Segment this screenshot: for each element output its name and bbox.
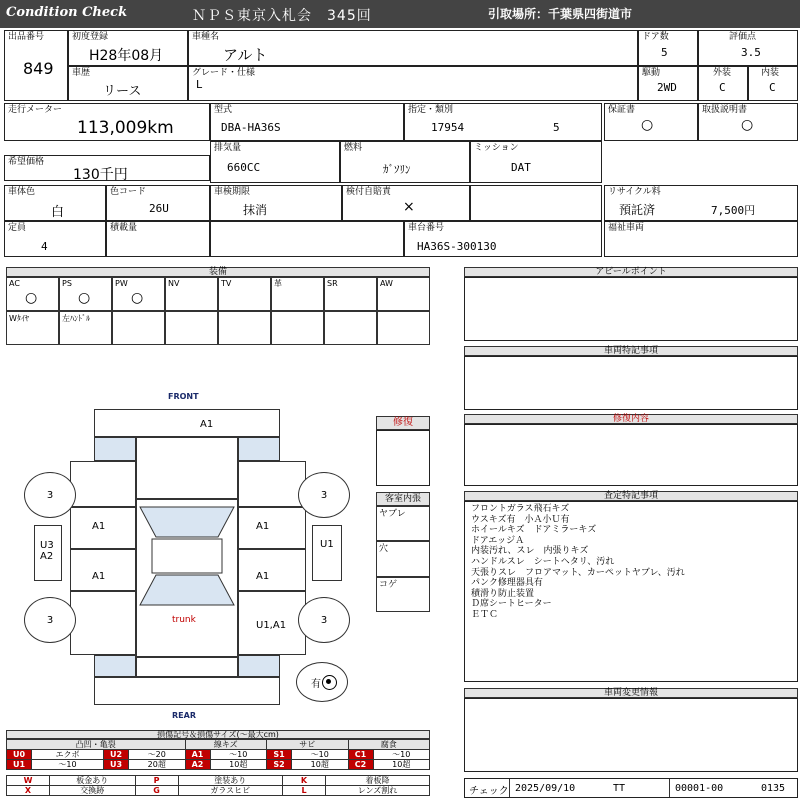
inspection-line: 内装汚れ、スレ 内張りキズ	[471, 546, 589, 557]
equip-label: 革	[274, 279, 282, 288]
score-value: 3.5	[741, 46, 761, 59]
legend-code: U0	[7, 750, 32, 760]
mission-label: ミッション	[474, 143, 519, 153]
displacement-label: 排気量	[214, 143, 242, 153]
left-front-fender	[70, 461, 136, 507]
color-code-box	[106, 185, 210, 221]
equip-mark: ○	[131, 290, 144, 306]
footer-code: 00001-00	[675, 783, 724, 794]
check-date: 2025/09/10	[515, 783, 576, 794]
warranty-box	[604, 103, 698, 141]
body-color-box	[4, 185, 106, 221]
left-front-door-mark: A1	[92, 521, 106, 532]
equip-label: TV	[221, 279, 232, 288]
manual-label: 取扱説明書	[702, 105, 748, 115]
grade-box	[188, 66, 638, 101]
room-item	[376, 541, 430, 576]
right-rear-door-mark: A1	[256, 571, 270, 582]
legend-code: A1	[185, 750, 210, 760]
appeal-title: アピールポイント	[464, 267, 798, 277]
interior-box	[748, 66, 798, 101]
room-item-label: コゲ	[379, 579, 398, 590]
left-mirror-mark: U3 A2	[40, 540, 54, 562]
equip-label: PS	[62, 279, 72, 288]
equip-cell-0	[6, 277, 59, 311]
spare-tire	[296, 662, 348, 702]
inspection-line: フロントガラス飛石キズ	[471, 504, 570, 514]
legend-code: S1	[267, 750, 292, 760]
repair-title: 修復	[376, 416, 430, 430]
equip2-cell-6	[324, 311, 377, 345]
price-value: 130千円	[73, 167, 128, 183]
inspection-line: ハンドルスレ シートヘタリ、汚れ	[471, 557, 615, 567]
legend-code: A2	[185, 760, 210, 770]
legend-desc: 20超	[129, 760, 186, 770]
score-label: 評価点	[729, 32, 757, 42]
insurance-box	[342, 185, 470, 221]
equip-mark: ○	[25, 290, 38, 306]
equipment-grid	[6, 277, 430, 345]
header-condition-check: Condition Check	[6, 5, 128, 20]
legend-desc: 〜10	[373, 750, 430, 760]
price-box	[4, 155, 210, 181]
welfare-label: 福祉車両	[608, 223, 645, 233]
mark-code: K	[283, 776, 326, 786]
legend-code: U3	[104, 760, 129, 770]
room-item-label: 穴	[379, 544, 389, 555]
body-color-label: 車体色	[8, 187, 36, 197]
load-box	[106, 221, 210, 257]
windshield-roof	[136, 499, 238, 657]
legend-group: 腐食	[348, 740, 430, 750]
footer-box	[464, 778, 798, 798]
interior-value: C	[769, 81, 776, 94]
room-item	[376, 577, 430, 612]
equip-cell-3	[165, 277, 218, 311]
exterior-box	[698, 66, 748, 101]
equip2-cell-3	[165, 311, 218, 345]
fuel-label: 燃料	[344, 143, 363, 153]
legend-desc: エクボ	[32, 750, 104, 760]
seats-box	[4, 221, 106, 257]
rear-panel	[136, 657, 238, 677]
exterior-label: 外装	[713, 68, 732, 78]
manual-box	[698, 103, 798, 141]
special-notes-box	[464, 356, 798, 410]
welfare-box	[604, 221, 798, 257]
inspection-expiry-label: 車検期限	[214, 187, 251, 197]
rear-label: REAR	[172, 711, 196, 720]
rear-bumper	[94, 677, 280, 705]
car-name-value: アルト	[223, 46, 268, 64]
front-right-corner	[238, 437, 280, 461]
equip2-cell-4	[218, 311, 271, 345]
equip2-cell-2	[112, 311, 165, 345]
equip2-cell-7	[377, 311, 430, 345]
class-a-value: 17954	[431, 121, 465, 134]
recycle-label: リサイクル料	[608, 187, 661, 197]
equip-cell-2	[112, 277, 165, 311]
recycle-box	[604, 185, 798, 221]
mark-code: G	[135, 786, 178, 796]
left-rear-door	[70, 549, 136, 591]
tire-rear-right: 3	[298, 597, 350, 643]
appeal-box	[464, 277, 798, 341]
warranty-label: 保証書	[608, 105, 636, 115]
seats-label: 定員	[8, 223, 27, 233]
mileage-value: 113,009km	[77, 118, 174, 138]
front-left-corner	[94, 437, 136, 461]
right-mirror-mark: U1	[320, 539, 334, 550]
spare-tire-label: 有	[311, 678, 321, 690]
class-box	[404, 103, 602, 141]
blank-box-2	[210, 221, 404, 257]
change-info-title: 車両変更情報	[464, 688, 798, 698]
mission-box	[470, 141, 602, 183]
equip-label: AC	[9, 279, 20, 288]
equip-cell-5	[271, 277, 324, 311]
equip2-label: Wﾀｲﾔ	[9, 314, 29, 323]
special-notes-title: 車両特記事項	[464, 346, 798, 356]
lot-number: 849	[23, 59, 54, 78]
legend-code: S2	[267, 760, 292, 770]
history-box	[68, 66, 188, 101]
inspection-line: ホイールキズ ドアミラーキズ	[471, 525, 597, 536]
right-rear-quarter-mark: U1,A1	[256, 620, 287, 631]
inspection-line: ドアエッジＡ	[471, 535, 525, 546]
mark-desc: 塗装あり	[178, 776, 282, 786]
history-label: 車歴	[72, 68, 91, 78]
insurance-label: 検付自賠責	[346, 187, 392, 197]
mark-desc: 板金あり	[50, 776, 136, 786]
legend-desc: 10超	[373, 760, 430, 770]
chassis-value: HA36S-300130	[417, 240, 497, 253]
equip-label: AW	[380, 279, 393, 288]
insurance-value: ×	[403, 199, 415, 215]
mileage-box	[4, 103, 210, 141]
equip2-cell-0	[6, 311, 59, 345]
inspection-line: ウスキズ有 小Ａ小Ｕ有	[471, 514, 570, 525]
chassis-box	[404, 221, 602, 257]
body-color-value: 白	[51, 205, 65, 220]
warranty-mark: ○	[641, 117, 654, 133]
class-b-value: 5	[553, 121, 560, 134]
equip2-cell-5	[271, 311, 324, 345]
equip-label: NV	[168, 279, 180, 288]
load-label: 積載量	[110, 223, 138, 233]
recycle-status: 預託済	[619, 203, 656, 217]
fuel-box	[340, 141, 470, 183]
mileage-label: 走行メーター	[8, 105, 63, 115]
blank-box	[470, 185, 602, 221]
equip2-label: 左ﾊﾝﾄﾞﾙ	[62, 314, 90, 323]
inspection-expiry-value: 抹消	[243, 203, 268, 217]
displacement-value: 660CC	[227, 161, 261, 174]
equipment-title: 装備	[6, 267, 430, 277]
legend-code: C2	[348, 760, 373, 770]
repair-content-title: 修復内容	[464, 414, 798, 424]
price-label: 希望価格	[8, 157, 45, 167]
hood	[136, 437, 238, 499]
inspection-notes-box	[464, 501, 798, 682]
mark-code: P	[135, 776, 178, 786]
car-name-box	[188, 30, 638, 66]
mark-code: X	[7, 786, 50, 796]
inspection-line: 天張りスレ フロアマット、カーペットヤブレ、汚れ	[471, 567, 685, 578]
grade-value: L	[196, 78, 203, 91]
mark-desc: 交換跡	[50, 786, 136, 796]
model-box	[210, 103, 404, 141]
header-bar	[0, 0, 800, 28]
spare-wheel-icon	[322, 675, 337, 690]
header-title: ＮＰＳ東京入札会 345回	[192, 8, 372, 24]
mark-code: L	[283, 786, 326, 796]
doors-box	[638, 30, 698, 66]
mark-desc: 着板降	[326, 776, 430, 786]
room-box	[376, 506, 430, 612]
header-pickup: 引取場所：千葉県四街道市	[488, 7, 633, 21]
equip-cell-1	[59, 277, 112, 311]
drive-box	[638, 66, 698, 101]
mark-code: W	[7, 776, 50, 786]
legend-code: U1	[7, 760, 32, 770]
equip-cell-7	[377, 277, 430, 311]
displacement-box	[210, 141, 340, 183]
lot-label: 出品番号	[8, 32, 45, 42]
tire-front-right: 3	[298, 472, 350, 518]
right-mirror	[312, 525, 342, 581]
class-label: 指定・類別	[408, 105, 454, 115]
front-bumper-mark: A1	[200, 419, 214, 430]
manual-mark: ○	[741, 117, 754, 133]
rear-left-corner	[94, 655, 136, 677]
inspection-notes-title: 査定特記事項	[464, 491, 798, 501]
room-title: 客室内張	[376, 492, 430, 506]
exterior-value: C	[719, 81, 726, 94]
equip-label: PW	[115, 279, 128, 288]
legend-desc: 〜10	[210, 750, 267, 760]
car-name-label: 車種名	[192, 32, 220, 42]
front-bumper	[94, 409, 280, 437]
lot-number-box	[4, 30, 68, 101]
legend-desc: 〜10	[292, 750, 349, 760]
room-item	[376, 506, 430, 541]
interior-label: 内装	[761, 68, 780, 78]
legend-group: サビ	[267, 740, 349, 750]
mark-legend-table	[6, 775, 430, 796]
mark-desc: レンズ割れ	[326, 786, 430, 796]
inspection-line: ＥＴＣ	[471, 610, 499, 620]
equip-cell-4	[218, 277, 271, 311]
legend-desc: 〜20	[129, 750, 186, 760]
inspection-line: 積滑り防止装置	[471, 588, 535, 599]
check-label: チェック	[469, 786, 509, 797]
inspection-expiry-box	[210, 185, 342, 221]
equip-label: SR	[327, 279, 338, 288]
model-label: 型式	[214, 105, 233, 115]
right-front-fender	[238, 461, 306, 507]
model-value: DBA-HA36S	[221, 121, 281, 134]
color-code-label: 色コード	[110, 187, 147, 197]
chassis-label: 車台番号	[408, 223, 445, 233]
right-rear-door	[238, 549, 306, 591]
right-front-door-mark: A1	[256, 521, 270, 532]
room-item-label: ヤブレ	[379, 509, 406, 519]
repair-content-box	[464, 424, 798, 486]
checker: TT	[613, 783, 626, 794]
legend-group: 凸凹・亀裂	[7, 740, 186, 750]
rear-right-corner	[238, 655, 280, 677]
inspection-line: Ｄ席シートヒーター	[471, 599, 552, 610]
right-front-door	[238, 507, 306, 549]
tire-rear-left: 3	[24, 597, 76, 643]
first-reg-label: 初度登録	[72, 32, 109, 42]
equip2-cell-1	[59, 311, 112, 345]
doors-label: ドア数	[642, 32, 669, 42]
first-reg-box	[68, 30, 188, 66]
legend-desc: 10超	[292, 760, 349, 770]
doors-value: 5	[661, 46, 668, 59]
drive-value: 2WD	[657, 81, 677, 94]
first-reg-value: H28年08月	[89, 48, 164, 64]
equip-cell-6	[324, 277, 377, 311]
footer-num: 0135	[761, 783, 786, 794]
legend-code: C1	[348, 750, 373, 760]
repair-box	[376, 430, 430, 486]
change-info-box	[464, 698, 798, 772]
trunk-label: trunk	[172, 615, 196, 625]
legend-desc: 10超	[210, 760, 267, 770]
inspection-line: パンク修理器具有	[471, 578, 543, 589]
legend-title: 損傷記号＆損傷サイズ(〜最大cm)	[6, 730, 430, 739]
legend-desc: 〜10	[32, 760, 104, 770]
damage-legend-table	[6, 739, 430, 770]
tire-front-left: 3	[24, 472, 76, 518]
score-box	[698, 30, 798, 66]
recycle-value: 7,500円	[711, 204, 756, 217]
mark-desc: ガラスヒビ	[178, 786, 282, 796]
drive-label: 駆動	[642, 68, 661, 78]
history-value: リース	[103, 84, 142, 99]
front-label: FRONT	[168, 392, 199, 401]
fuel-value: ｶﾞｿﾘﾝ	[383, 163, 411, 176]
left-rear-quarter	[70, 591, 136, 655]
left-rear-door-mark: A1	[92, 571, 106, 582]
legend-code: U2	[104, 750, 129, 760]
grade-label: グレード・仕様	[192, 68, 256, 78]
equip-mark: ○	[78, 290, 91, 306]
legend-group: 線キズ	[185, 740, 267, 750]
seats-value: 4	[41, 240, 48, 253]
color-code-value: 26U	[149, 202, 169, 215]
mission-value: DAT	[511, 161, 531, 174]
